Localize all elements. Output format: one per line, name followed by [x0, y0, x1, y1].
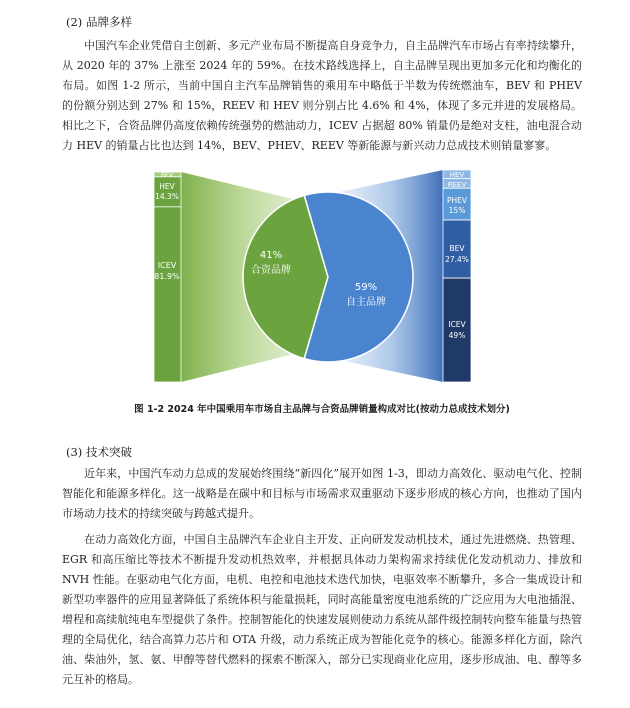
right-bar-label-reev: REEV: [447, 181, 467, 189]
section-heading-tech-breakthrough: (3) 技术突破: [66, 445, 132, 459]
pie-label-own-name: 自主品牌: [346, 297, 386, 308]
paragraph-tech-intro: 近年来，中国汽车动力总成的发展始终围绕“新四化”展开如图 1-3，即动力高效化、驱动电气化、控制智能化和能源多样化。这一战略是在碳中和目标与市场需求双重驱动下逐步形成的核心方向，也推动了国内市场动力技术的持续突破与跨越式提升。: [62, 467, 582, 520]
paragraph-brand-diversity: 中国汽车企业凭借自主创新、多元产业布局不断提高自身竞争力，自主品牌汽车市场占有率持续攀升，从 2020 年的 37% 上涨至 2024 年的 59%。在技术路线选择上，自主品牌呈现出更加多元化和均衡化的布局。如图 1-2 所示，当前中国自主汽车品牌销售的乘用车中略低于半数为传统燃油车，BEV 和 PHEV 的份额分别达到 27% 和 15%，REEV 和 HEV 则分别占比 4.6% 和 4%，体现了多元并进的发展格局。相比之下，合资品牌仍高度依赖传统强势的燃油动力，ICEV 占据超 80% 销量仍是绝对支柱，油电混合动力 HEV 的销量占比也达到 14%，BEV、PHEV、REEV 等新能源与新兴动力总成技术则销量寥寥。: [62, 39, 582, 152]
figure-caption: 图 1-2 2024 年中国乘用车市场自主品牌与合资品牌销量构成对比(按动力总成技术划分): [134, 404, 510, 415]
right-bar-value-bev: 27.4%: [445, 255, 469, 264]
left-bar-value-icev: 81.9%: [154, 272, 180, 281]
pie-label-jv-name: 合资品牌: [251, 265, 291, 276]
brand-share-pie: [243, 192, 413, 362]
right-bar-label-bev: BEV: [449, 244, 465, 253]
left-bar-segment-icev: [154, 207, 181, 382]
right-bar-value-icev: 49%: [448, 331, 466, 340]
own-brand-powertrain-bar: [443, 170, 471, 382]
pie-label-own-pct: 59%: [354, 282, 378, 293]
left-bar-label-hev: HEV: [159, 182, 175, 191]
right-bar-label-icev: ICEV: [448, 320, 466, 329]
left-bar-value-hev: 14.3%: [155, 192, 179, 201]
right-bar-label-hev: HEV: [449, 171, 465, 179]
paragraph-tech-details: 在动力高效化方面，中国自主品牌汽车企业自主开发、正向研发发动机技术，通过先进燃烧、热管理、EGR 和高压缩比等技术不断提升发动机热效率，并根据具体动力架构需求持续优化发动机动力、排放和 NVH 性能。在驱动电气化方面，电机、电控和电池技术迭代加快，电驱效率不断攀升，多合一集成设计和新型功率器件的应用显著降低了系统体积与能量损耗，同时高能量密度电池系统的广泛应用为大电池插混、增程和高续航纯电车型提供了条件。控制智能化的快速发展则使动力系统从部件级控制转向整车能量与热管理的全局优化，结合高算力芯片和 OTA 升级，动力系统正成为智能化竞争的核心。能源多样化方面，除汽油、柴油外，氢、氨、甲醇等替代燃料的探索不断深入，部分已实现商业化应用，逐步形成油、电、醇等多元互补的格局。: [62, 533, 582, 686]
left-bar-label-icev: ICEV: [157, 261, 177, 270]
right-bar-value-phev: 15%: [448, 206, 466, 215]
pie-label-jv-pct: 41%: [259, 250, 283, 261]
section-heading-brand-diversity: (2) 品牌多样: [66, 15, 132, 29]
left-bar-label-bev: BEV: [160, 172, 174, 179]
jv-powertrain-bar: [154, 172, 181, 382]
right-bar-label-phev: PHEV: [446, 196, 468, 205]
